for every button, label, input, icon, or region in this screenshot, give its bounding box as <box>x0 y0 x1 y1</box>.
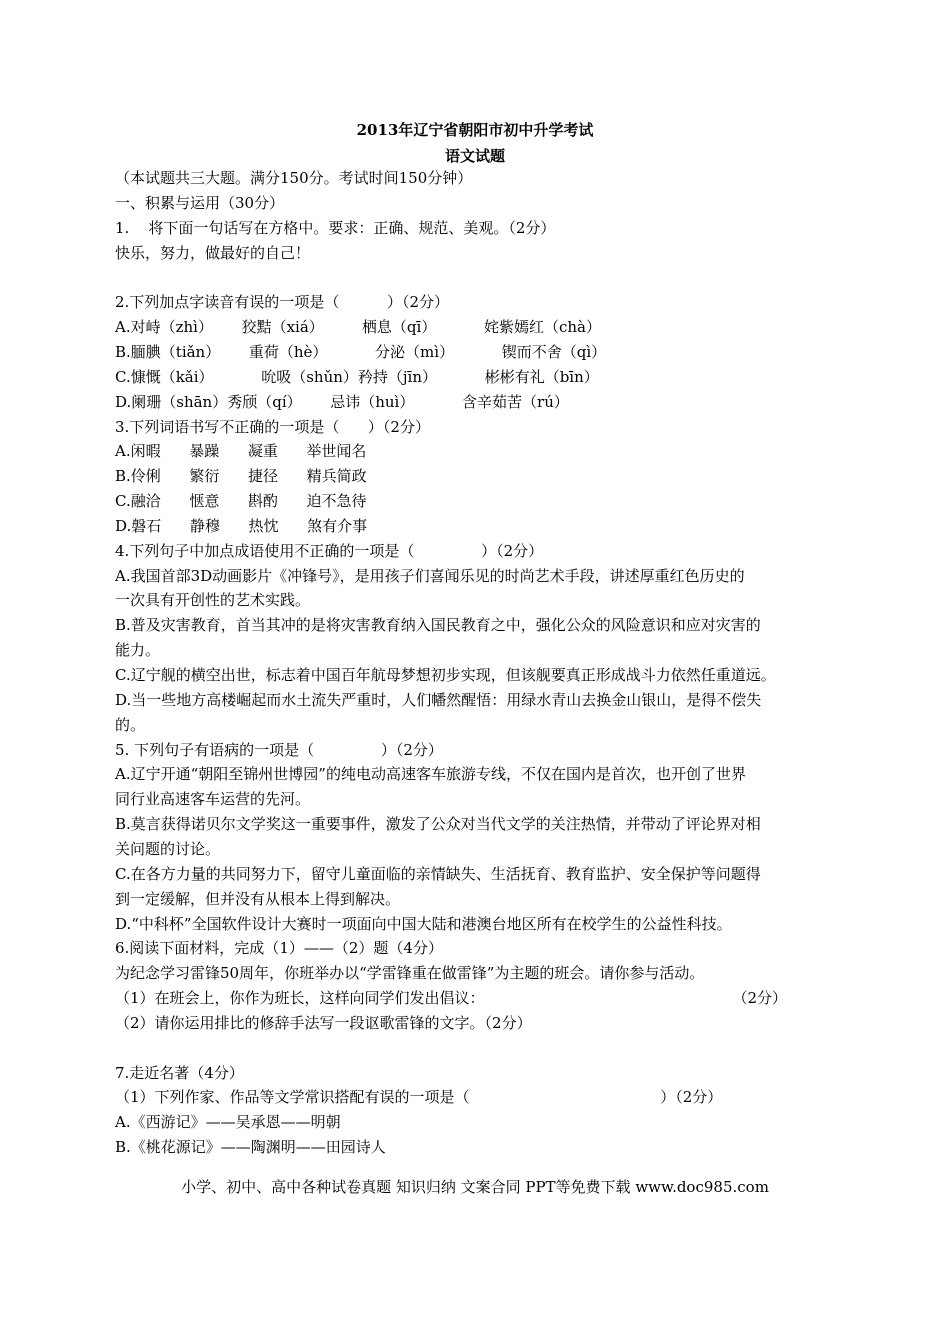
exam-subtitle: 语文试题 <box>444 147 505 165</box>
text-line: 5. 下列句子有语病的一项是（ ）（2分） <box>115 740 443 759</box>
text-line: C.融洽 惬意 斟酌 迫不急待 <box>115 492 367 511</box>
text-line: 1. 将下面一句话写在方格中。要求：正确、规范、美观。（2分） <box>115 218 556 237</box>
text-line: 3.下列词语书写不正确的一项是（ ）（2分） <box>115 417 430 436</box>
text-line: B.莫言获得诺贝尔文学奖这一重要事件，激发了公众对当代文学的关注热情，并带动了评论界对相 <box>115 815 761 834</box>
text-line: 7.走近名著（4分） <box>115 1063 244 1082</box>
text-line: A.辽宁开通“朝阳至锦州世博园”的纯电动高速客车旅游专线，不仅在国内是首次，也开创了世界 <box>115 765 746 784</box>
text-line: B.腼腆（tiǎn） 重荷（hè） 分泌（mì） 锲而不舍（qì） <box>115 342 607 361</box>
text-line: 到一定缓解，但并没有从根本上得到解决。 <box>115 889 401 908</box>
text-line: C.辽宁舰的横空出世，标志着中国百年航母梦想初步实现，但该舰要真正形成战斗力依然任重道远。 <box>115 666 776 684</box>
text-line: C.在各方力量的共同努力下，留守儿童面临的亲情缺失、生活抚育、教育监护、安全保护等问题得 <box>115 864 761 883</box>
text-line: D.阑珊（shān）秀颀（qí） 忌讳（huì） 含辛茹苦（rú） <box>115 392 569 411</box>
text-line: 的。 <box>115 715 146 734</box>
text-line: 一次具有开创性的艺术实践。 <box>115 591 311 610</box>
text-line: 同行业高速客车运营的先河。 <box>115 790 311 809</box>
text-line: 能力。 <box>115 641 161 660</box>
text-line: B.普及灾害教育，首当其冲的是将灾害教育纳入国民教育之中，强化公众的风险意识和应对灾害的 <box>115 616 761 635</box>
text-line: （2）请你运用排比的修辞手法写一段讴歌雷锋的文字。（2分） <box>115 1013 532 1032</box>
text-line: C.慷慨（kǎi） 吮吸（shǔn）矜持（jīn） 彬彬有礼（bīn） <box>115 367 599 386</box>
text-line: 4.下列句子中加点成语使用不正确的一项是（ ）（2分） <box>115 541 544 560</box>
text-line: 6.阅读下面材料，完成（1）——（2）题（4分） <box>115 939 443 958</box>
text-line: D.“中科杯”全国软件设计大赛时一项面向中国大陆和港澳台地区所有在校学生的公益性科技。 <box>115 914 732 933</box>
text-line: （1）下列作家、作品等文学常识搭配有误的一项是（ ）（2分） <box>115 1088 723 1107</box>
text-line: 快乐，努力，做最好的自己！ <box>115 243 311 262</box>
text-line: 一、积累与运用（30分） <box>115 193 285 212</box>
page-footer: 小学、初中、高中各种试卷真题 知识归纳 文案合同 PPT等免费下载 www.doc985.com <box>181 1178 769 1196</box>
exam-title: 2013年辽宁省朝阳市初中升学考试 <box>356 121 594 139</box>
text-line: B.《桃花源记》——陶渊明——田园诗人 <box>115 1138 386 1157</box>
text-line: 为纪念学习雷锋50周年，你班举办以“学雷锋重在做雷锋”为主题的班会。请你参与活动。 <box>115 964 705 983</box>
text-line: A.我国首部3D动画影片《冲锋号》，是用孩子们喜闻乐见的时尚艺术手段，讲述厚重红色历史的 <box>115 566 745 585</box>
text-line: A.《西游记》——吴承恩——明朝 <box>115 1113 341 1132</box>
text-line: A.闲暇 暴躁 凝重 举世闻名 <box>115 442 367 461</box>
text-line: A.对峙（zhì） 狡黠（xiá） 栖息（qī） 姹紫嫣红（chà） <box>115 318 602 337</box>
text-line: （本试题共三大题。满分150分。考试时间150分钟） <box>115 169 473 187</box>
text-line: 2.下列加点字读音有误的一项是（ ）（2分） <box>115 293 450 312</box>
text-line: D.磐石 静穆 热忱 煞有介事 <box>115 516 368 535</box>
text-line: D.当一些地方高楼崛起而水土流失严重时，人们幡然醒悟：用绿水青山去换金山银山，是得不偿失 <box>115 690 762 709</box>
text-line: （1）在班会上，你作为班长，这样向同学们发出倡议： （2分） <box>115 989 788 1008</box>
text-line: 关问题的讨论。 <box>115 839 221 858</box>
text-line: B.伶俐 繁衍 捷径 精兵简政 <box>115 467 367 486</box>
